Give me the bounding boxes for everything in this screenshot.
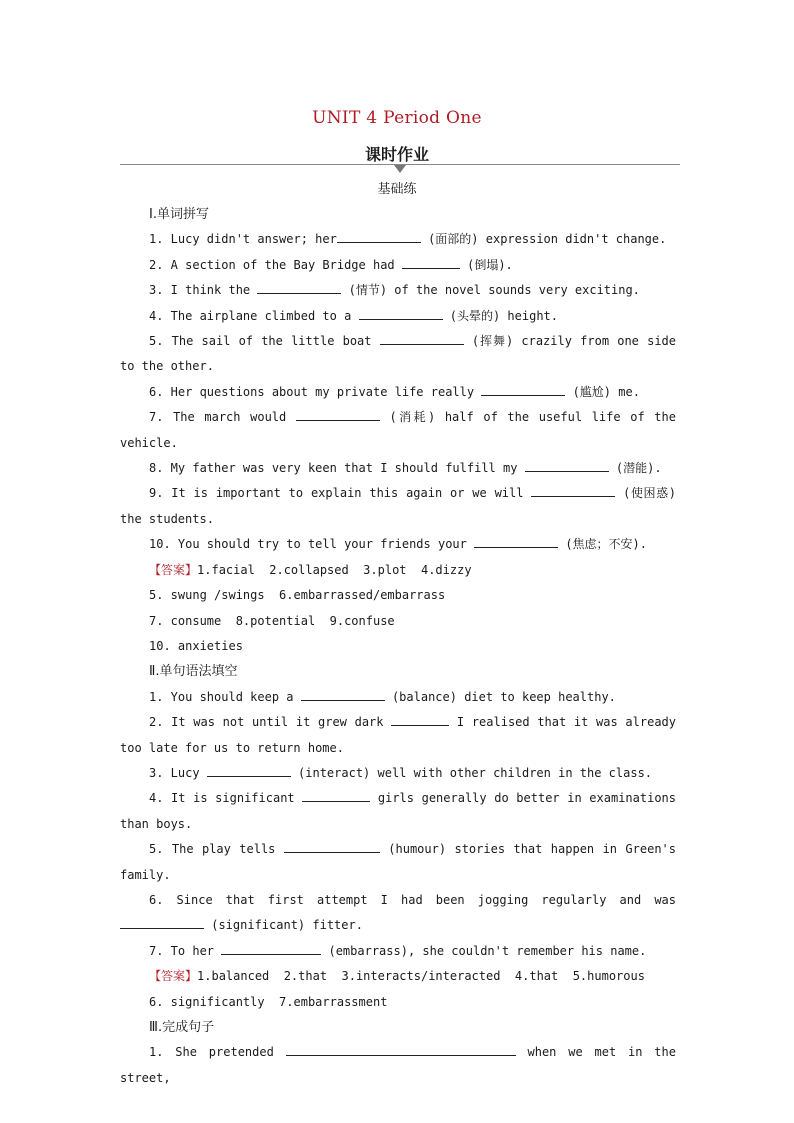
answer-blank[interactable] (481, 383, 565, 396)
question (120, 456, 676, 481)
section-heading: 基础练 (377, 182, 417, 197)
question (120, 380, 676, 405)
question-text: (面部的) expression didn't change. (420, 232, 667, 247)
question (120, 710, 676, 761)
part2-heading: Ⅱ.单句语法填空 (149, 664, 238, 680)
question (120, 227, 676, 252)
answer-line: 10. anxieties (149, 638, 243, 653)
question (120, 685, 676, 710)
answer-blank[interactable] (301, 688, 385, 701)
answer-text: 1.balanced 2.that 3.interacts/interacted 4.that 5.humorous (197, 969, 645, 984)
question-text: (焦虑；不安). (558, 537, 648, 552)
question-text: 7. The march would (149, 410, 296, 425)
answer-line: 7. consume 8.potential 9.confuse (149, 613, 395, 628)
question (120, 329, 676, 380)
question (120, 888, 676, 939)
question (120, 939, 676, 964)
answer-line: 5. swung /swings 6.embarrassed/embarrass (149, 588, 446, 603)
question (120, 532, 676, 557)
answer-blank[interactable] (525, 459, 609, 472)
question (120, 761, 676, 786)
answer-line: 6. significantly 7.embarrassment (149, 994, 388, 1009)
question-text: 3. I think the (149, 283, 258, 298)
part3-heading: Ⅲ.完成句子 (149, 1020, 215, 1035)
question-text: 10. You should try to tell your friends your (149, 537, 475, 552)
answer-blank[interactable] (474, 535, 558, 548)
question-text: 5. The play tells (149, 842, 284, 857)
question-text: 6. Her questions about my private life really (149, 384, 482, 399)
question-text: (头晕的) height. (442, 308, 558, 323)
question-text: 1. You should keep a (149, 689, 301, 704)
question-text: 1. She pretended (149, 1045, 286, 1060)
question-text: girls generally do better in examinations than boys. (120, 791, 677, 831)
answer-blank[interactable] (257, 281, 341, 294)
question-text: 5. The sail of the little boat (149, 334, 380, 349)
question-text: (interact) well with other children in the class. (290, 765, 653, 780)
answer-blank[interactable] (286, 1043, 516, 1056)
answer-line (120, 558, 676, 583)
answer-blank[interactable] (221, 942, 321, 955)
answer-blank[interactable] (337, 230, 421, 243)
answer-blank[interactable] (302, 789, 370, 802)
question-text: (使困惑) the students. (120, 486, 676, 526)
question-text: (潜能). (608, 461, 662, 476)
question (120, 837, 676, 888)
answer-blank[interactable] (391, 713, 449, 726)
question-text: 4. The airplane climbed to a (149, 308, 359, 323)
answer-line (120, 964, 676, 989)
part1-heading: Ⅰ.单词拼写 (149, 207, 209, 222)
question (120, 405, 676, 456)
answer-tag: 【答案】 (149, 969, 198, 984)
answer-blank[interactable] (359, 307, 443, 320)
answer-blank[interactable] (284, 840, 380, 853)
question-text: (balance) diet to keep healthy. (384, 689, 616, 704)
answer-text: 1.facial 2.collapsed 3.plot 4.dizzy (197, 562, 472, 577)
worksheet-content (120, 202, 676, 1091)
question-text: 2. A section of the Bay Bridge had (149, 257, 402, 272)
question (120, 253, 676, 278)
question-text: 1. Lucy didn't answer; her (149, 232, 337, 247)
question-text: 2. It was not until it grew dark (149, 715, 392, 730)
question-text: I realised that it was already too late for us to return home. (120, 715, 676, 755)
page-title: UNIT 4 Period One (312, 108, 482, 128)
question-text: 8. My father was very keen that I should fulfill my (149, 461, 525, 476)
question-text: 9. It is important to explain this again or we will (149, 486, 532, 501)
question-text: (倒塌). (459, 257, 513, 272)
question-text: 4. It is significant (149, 791, 303, 806)
question-text: (挥舞) crazily from one side to the other. (120, 334, 676, 374)
question-text: (significant) fitter. (204, 918, 363, 933)
question-text: 3. Lucy (149, 765, 207, 780)
question (120, 304, 676, 329)
answer-blank[interactable] (402, 256, 460, 269)
question (120, 278, 676, 303)
question-text: 6. Since that first attempt I had been jogging regularly and was (149, 892, 676, 907)
answer-blank[interactable] (531, 484, 615, 497)
question-text: (尴尬) me. (565, 384, 640, 399)
question-text: (情节) of the novel sounds very exciting. (341, 283, 640, 298)
answer-blank[interactable] (207, 764, 291, 777)
answer-tag: 【答案】 (149, 562, 198, 577)
question (120, 481, 676, 532)
question-text: (embarrass), she couldn't remember his name. (321, 943, 647, 958)
down-arrow-icon (394, 165, 406, 173)
answer-blank[interactable] (380, 332, 464, 345)
page-subtitle: 课时作业 (364, 145, 429, 164)
question-text: (humour) stories that happen in Green's family. (120, 842, 677, 882)
question-text: 7. To her (149, 943, 222, 958)
question (120, 786, 676, 837)
question-text: (消耗) half of the useful life of the vehicle. (120, 410, 676, 450)
answer-blank[interactable] (296, 408, 380, 421)
question-text: when we met in the street, (120, 1045, 676, 1085)
question (120, 1040, 676, 1091)
answer-blank[interactable] (120, 916, 204, 929)
